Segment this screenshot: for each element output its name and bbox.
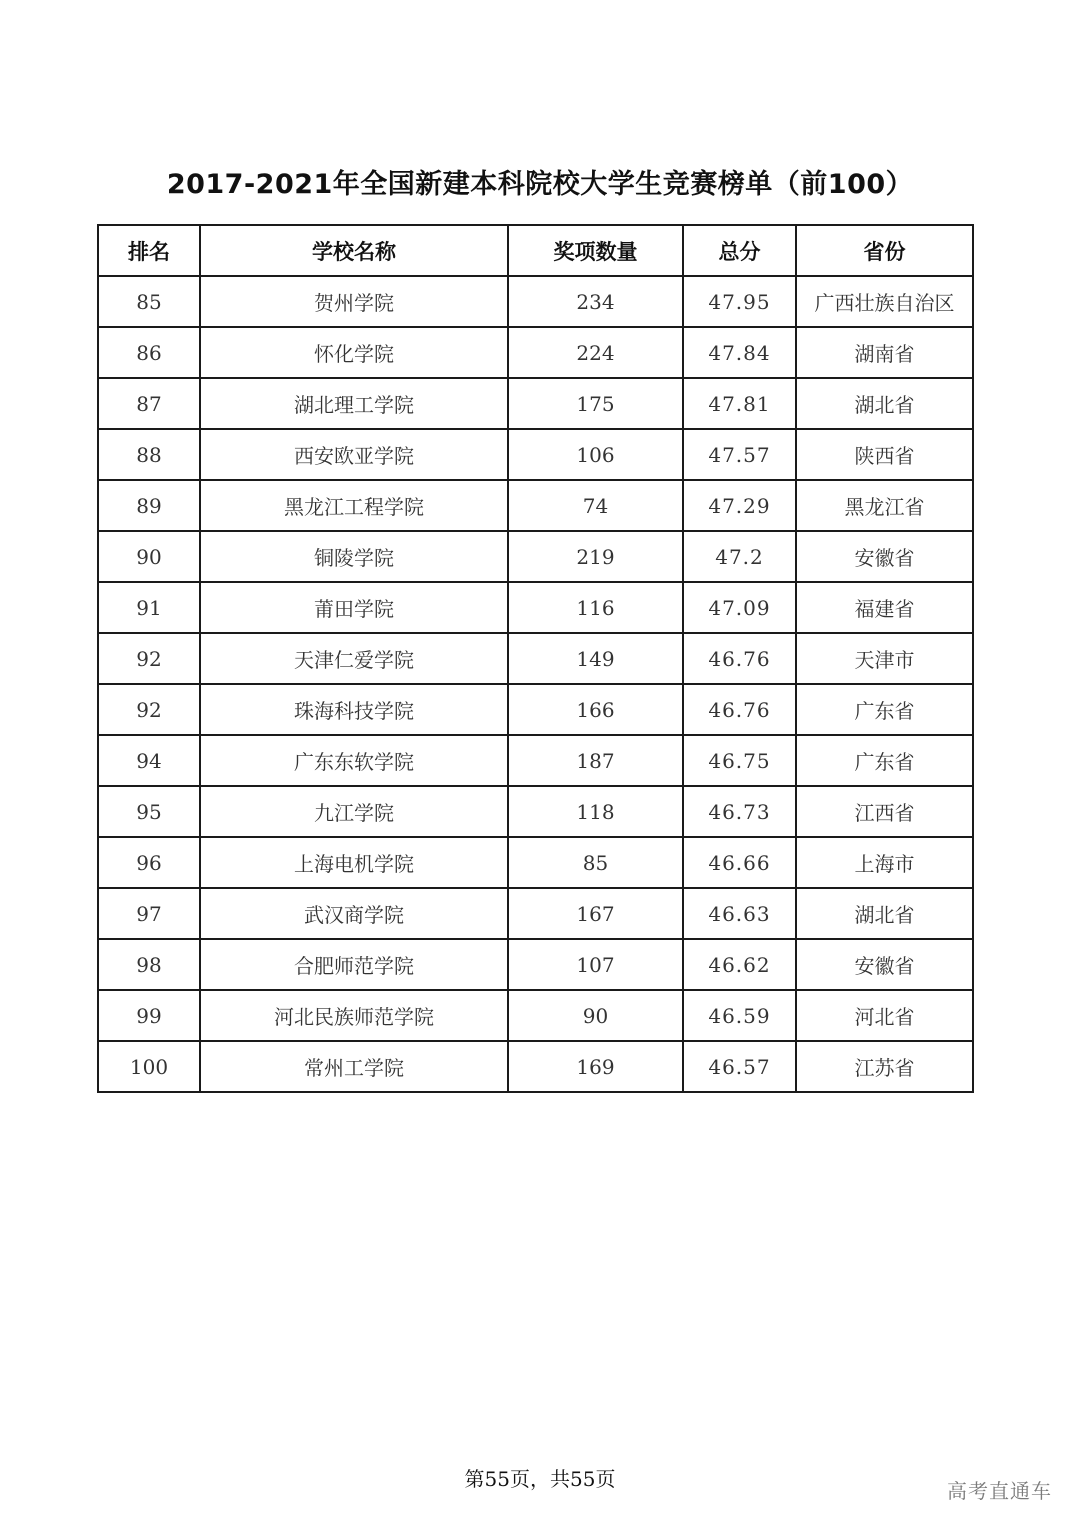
cell-award-count: 167 — [508, 888, 683, 939]
cell-province: 广东省 — [796, 684, 973, 735]
cell-award-count: 116 — [508, 582, 683, 633]
table-row — [98, 939, 973, 990]
cell-school-name: 怀化学院 — [200, 327, 508, 378]
cell-rank: 91 — [98, 582, 200, 633]
table-body — [98, 276, 973, 1092]
cell-award-count: 85 — [508, 837, 683, 888]
cell-award-count: 107 — [508, 939, 683, 990]
cell-total-score: 47.57 — [683, 429, 796, 480]
cell-total-score: 46.75 — [683, 735, 796, 786]
cell-school-name: 上海电机学院 — [200, 837, 508, 888]
cell-total-score: 47.2 — [683, 531, 796, 582]
cell-total-score: 47.29 — [683, 480, 796, 531]
table-row — [98, 837, 973, 888]
cell-school-name: 莆田学院 — [200, 582, 508, 633]
header-award-count: 奖项数量 — [508, 225, 683, 276]
table-row — [98, 429, 973, 480]
cell-award-count: 187 — [508, 735, 683, 786]
table-row — [98, 786, 973, 837]
cell-rank: 98 — [98, 939, 200, 990]
page-indicator: 第55页，共55页 — [464, 1467, 616, 1491]
cell-award-count: 169 — [508, 1041, 683, 1092]
header-rank: 排名 — [98, 225, 200, 276]
cell-province: 福建省 — [796, 582, 973, 633]
cell-school-name: 合肥师范学院 — [200, 939, 508, 990]
ranking-table — [97, 224, 974, 1093]
cell-rank: 99 — [98, 990, 200, 1041]
header-school-name: 学校名称 — [200, 225, 508, 276]
page-title: 2017-2021年全国新建本科院校大学生竞赛榜单（前100） — [166, 169, 914, 200]
cell-total-score: 46.76 — [683, 684, 796, 735]
table-row — [98, 582, 973, 633]
cell-province: 河北省 — [796, 990, 973, 1041]
cell-province: 安徽省 — [796, 531, 973, 582]
cell-award-count: 219 — [508, 531, 683, 582]
cell-total-score: 47.81 — [683, 378, 796, 429]
cell-province: 陕西省 — [796, 429, 973, 480]
cell-province: 江苏省 — [796, 1041, 973, 1092]
cell-province: 黑龙江省 — [796, 480, 973, 531]
cell-school-name: 铜陵学院 — [200, 531, 508, 582]
cell-rank: 88 — [98, 429, 200, 480]
table-row — [98, 531, 973, 582]
table-header — [98, 225, 973, 276]
cell-rank: 86 — [98, 327, 200, 378]
cell-province: 江西省 — [796, 786, 973, 837]
table-row — [98, 480, 973, 531]
cell-rank: 85 — [98, 276, 200, 327]
cell-rank: 95 — [98, 786, 200, 837]
table-row — [98, 327, 973, 378]
cell-total-score: 46.62 — [683, 939, 796, 990]
cell-total-score: 47.95 — [683, 276, 796, 327]
table-row — [98, 276, 973, 327]
cell-total-score: 46.63 — [683, 888, 796, 939]
cell-award-count: 106 — [508, 429, 683, 480]
watermark-text: 高考直通车 — [947, 1479, 1052, 1503]
cell-rank: 90 — [98, 531, 200, 582]
table-row — [98, 633, 973, 684]
header-province: 省份 — [796, 225, 973, 276]
cell-award-count: 166 — [508, 684, 683, 735]
table-row — [98, 735, 973, 786]
cell-award-count: 234 — [508, 276, 683, 327]
cell-total-score: 46.76 — [683, 633, 796, 684]
cell-total-score: 47.09 — [683, 582, 796, 633]
cell-province: 湖北省 — [796, 888, 973, 939]
cell-school-name: 湖北理工学院 — [200, 378, 508, 429]
header-total-score: 总分 — [683, 225, 796, 276]
cell-rank: 92 — [98, 633, 200, 684]
cell-rank: 89 — [98, 480, 200, 531]
table-row — [98, 684, 973, 735]
cell-total-score: 46.57 — [683, 1041, 796, 1092]
cell-province: 天津市 — [796, 633, 973, 684]
cell-school-name: 贺州学院 — [200, 276, 508, 327]
cell-province: 安徽省 — [796, 939, 973, 990]
cell-total-score: 46.73 — [683, 786, 796, 837]
cell-rank: 92 — [98, 684, 200, 735]
cell-province: 广西壮族自治区 — [796, 276, 973, 327]
cell-school-name: 天津仁爱学院 — [200, 633, 508, 684]
cell-school-name: 黑龙江工程学院 — [200, 480, 508, 531]
cell-total-score: 46.66 — [683, 837, 796, 888]
cell-award-count: 149 — [508, 633, 683, 684]
cell-award-count: 90 — [508, 990, 683, 1041]
cell-school-name: 常州工学院 — [200, 1041, 508, 1092]
cell-province: 湖北省 — [796, 378, 973, 429]
cell-school-name: 珠海科技学院 — [200, 684, 508, 735]
table-row — [98, 990, 973, 1041]
cell-province: 湖南省 — [796, 327, 973, 378]
cell-rank: 94 — [98, 735, 200, 786]
table-row — [98, 378, 973, 429]
cell-school-name: 九江学院 — [200, 786, 508, 837]
cell-award-count: 175 — [508, 378, 683, 429]
cell-school-name: 河北民族师范学院 — [200, 990, 508, 1041]
cell-province: 上海市 — [796, 837, 973, 888]
cell-award-count: 74 — [508, 480, 683, 531]
cell-award-count: 224 — [508, 327, 683, 378]
cell-school-name: 武汉商学院 — [200, 888, 508, 939]
cell-school-name: 西安欧亚学院 — [200, 429, 508, 480]
cell-rank: 97 — [98, 888, 200, 939]
cell-total-score: 46.59 — [683, 990, 796, 1041]
cell-rank: 87 — [98, 378, 200, 429]
cell-total-score: 47.84 — [683, 327, 796, 378]
cell-province: 广东省 — [796, 735, 973, 786]
cell-rank: 96 — [98, 837, 200, 888]
header-row — [98, 225, 973, 276]
table-row — [98, 888, 973, 939]
cell-school-name: 广东东软学院 — [200, 735, 508, 786]
table-row — [98, 1041, 973, 1092]
cell-rank: 100 — [98, 1041, 200, 1092]
cell-award-count: 118 — [508, 786, 683, 837]
